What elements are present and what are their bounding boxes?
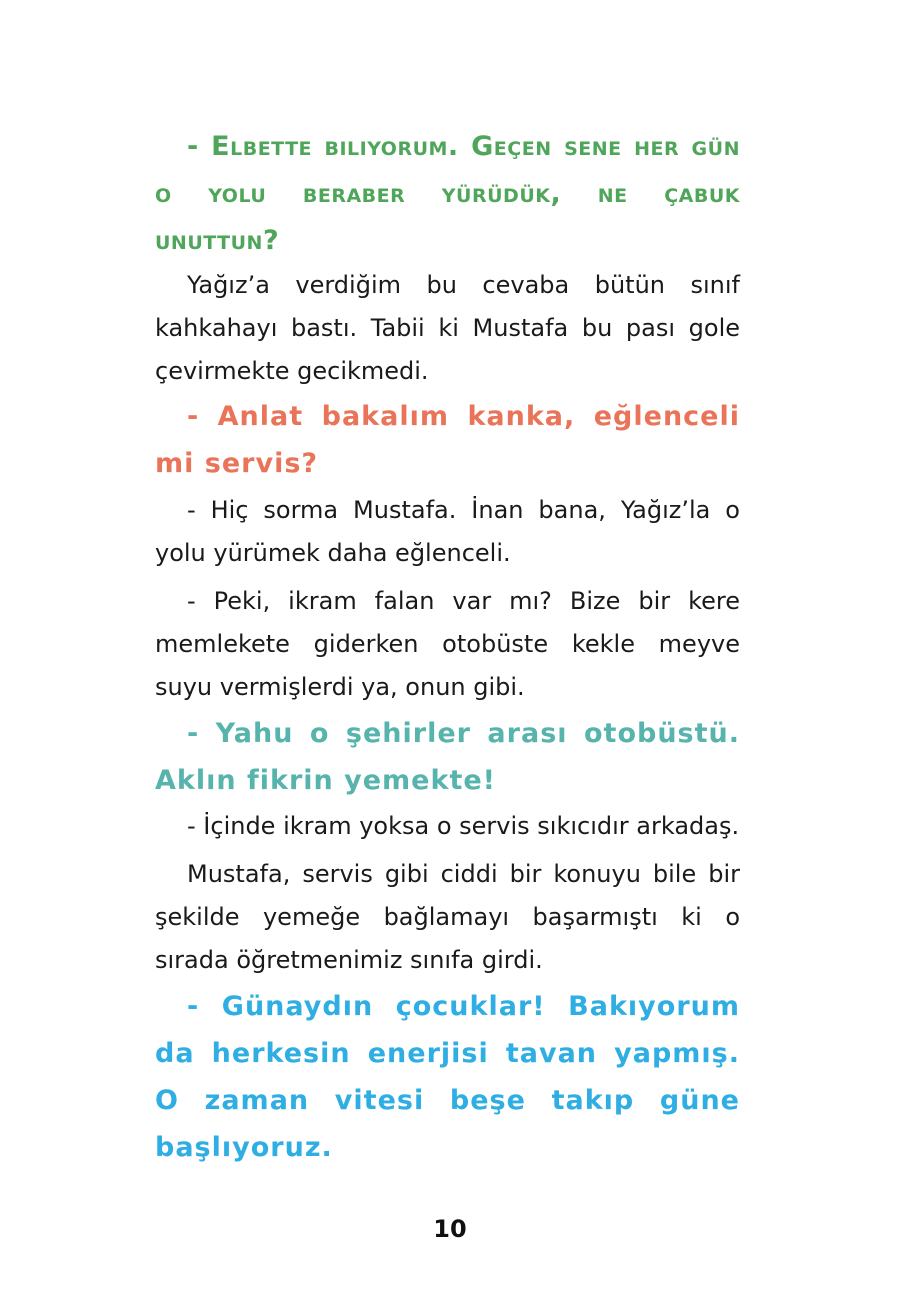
dialogue-line-orange: - Anlat bakalım kanka, eğlenceli mi servis? [155,401,740,479]
dialogue-line-blue: - Günaydın çocuklar! Bakıyorum da herkesin enerjisi tavan yapmış. O zaman vitesi beşe takıp güne başlıyoruz. [155,991,740,1163]
page-number: 10 [433,1215,467,1243]
narration-paragraph: Mustafa, servis gibi ciddi bir konuyu bile bir şekilde yemeğe bağlamayı başarmıştı ki o sırada öğretmenimiz sınıfa girdi. [155,860,740,974]
narration-paragraph: Yağız’a verdiğim bu cevaba bütün sınıf kahkahayı bastı. Tabii ki Mustafa bu pası gole çevirmekte gecikmedi. [155,271,740,385]
dialogue-paragraph: - Hiç sorma Mustafa. İnan bana, Yağız’la o yolu yürümek daha eğlenceli. [155,496,740,567]
dialogue-line-green: - Elbette biliyorum. Geçen sene her gün o yolu beraber yürüdük, ne çabuk unuttun? [155,131,740,256]
dialogue-paragraph: - İçinde ikram yoksa o servis sıkıcıdır arkadaş. [187,812,740,840]
dialogue-paragraph: - Peki, ikram falan var mı? Bize bir kere memlekete giderken otobüste kekle meyve suyu vermişlerdi ya, onun gibi. [155,587,740,701]
dialogue-line-teal: - Yahu o şehirler arası otobüstü. Aklın fikrin yemekte! [155,718,740,796]
